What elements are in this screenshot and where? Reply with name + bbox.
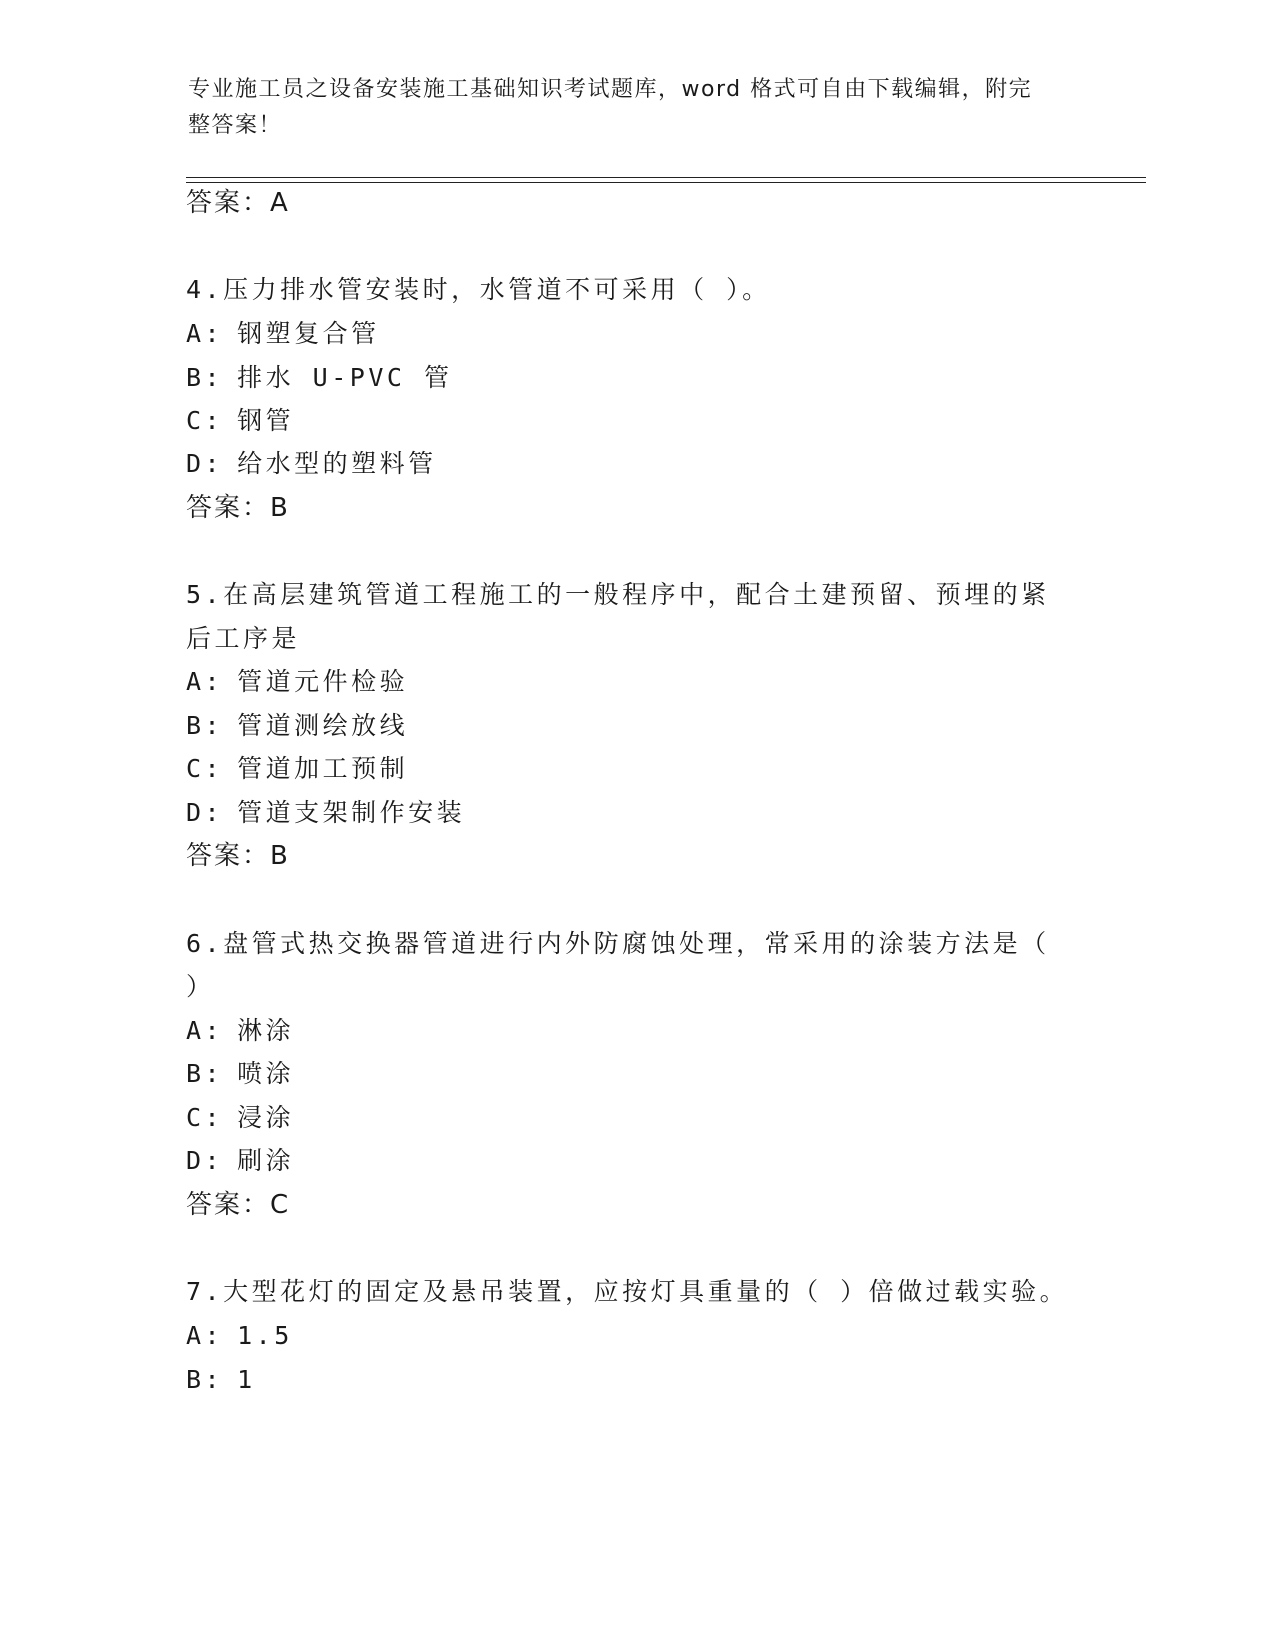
q6-option-d [186,1144,294,1178]
question-6-line-2: ） [186,972,215,1001]
option-label: C: [186,406,224,435]
option-label: D: [186,449,224,478]
question-7: 7.大型花灯的固定及悬吊装置，应按灯具重量的（ ）倍做过载实验。 [186,1277,1069,1306]
document-header [188,72,1068,144]
option-text: 钢塑复合管 [237,319,380,348]
q5-option-a [186,665,408,699]
option-text: 管道加工预制 [237,754,409,783]
q6-option-c [186,1101,294,1135]
option-label: B: [186,363,224,392]
option-text: 排水 U-PVC 管 [237,363,453,392]
header-line-1: 专业施工员之设备安装施工基础知识考试题库，word 格式可自由下载编辑，附完 [188,77,1033,102]
header-rule-top [186,177,1146,178]
option-text: 刷涂 [237,1146,295,1175]
q4-option-d [186,447,437,481]
option-text: 管道测绘放线 [237,711,409,740]
option-text: 管道支架制作安装 [237,798,466,827]
header-line-2: 整答案！ [188,113,283,138]
option-text: 给水型的塑料管 [237,449,437,478]
q5-answer: 答案：B [186,841,290,871]
q4-option-a [186,317,380,351]
q7-option-a [186,1319,293,1353]
option-label: A: [186,1321,224,1350]
q6-option-a [186,1014,294,1048]
option-label: B: [186,1059,224,1088]
q4-option-c [186,404,294,438]
option-text: 淋涂 [237,1016,295,1045]
question-5-line-1: 5.在高层建筑管道工程施工的一般程序中，配合土建预留、预埋的紧 [186,580,1050,609]
answer-prev: 答案：A [186,188,290,218]
option-label: C: [186,754,224,783]
q5-option-b [186,709,408,743]
option-text: 浸涂 [237,1103,295,1132]
option-label: B: [186,711,224,740]
option-label: B: [186,1365,224,1394]
q6-answer: 答案：C [186,1190,291,1220]
q6-option-b [186,1057,294,1091]
q5-option-c [186,752,408,786]
q4-option-b [186,361,452,395]
option-label: D: [186,1146,224,1175]
question-6-line-1: 6.盘管式热交换器管道进行内外防腐蚀处理，常采用的涂装方法是（ [186,929,1050,958]
option-text: 1.5 [237,1321,293,1350]
question-4: 4.压力排水管安装时，水管道不可采用（ ）。 [186,275,771,304]
q5-option-d [186,796,465,830]
option-text: 钢管 [237,406,295,435]
question-5-line-2: 后工序是 [186,624,301,653]
option-label: C: [186,1103,224,1132]
q7-option-b [186,1363,256,1397]
q4-answer: 答案：B [186,493,290,523]
option-text: 管道元件检验 [237,667,409,696]
option-text: 喷涂 [237,1059,295,1088]
option-label: A: [186,667,224,696]
option-text: 1 [237,1365,256,1394]
option-label: D: [186,798,224,827]
option-label: A: [186,319,224,348]
option-label: A: [186,1016,224,1045]
header-rule-bottom [186,182,1146,183]
